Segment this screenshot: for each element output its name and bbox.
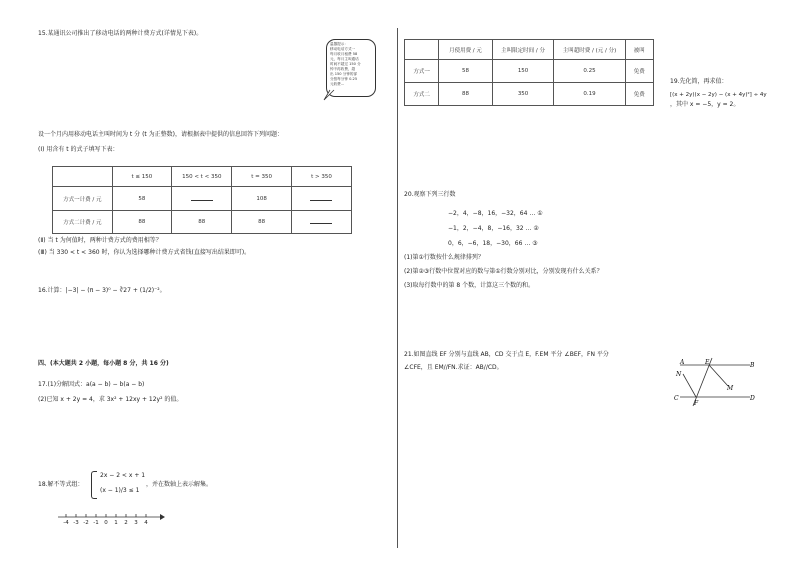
table-cell: 免费 <box>625 83 653 106</box>
pricing-table-header: 主叫限定时间 / 分 <box>492 40 554 60</box>
bubble-line: 时间不超过 150 分 <box>330 62 361 66</box>
bubble-tail <box>322 88 338 102</box>
axis-tick-label: -4 <box>63 520 69 526</box>
label-n: N <box>676 371 682 378</box>
q17-part2: (2)已知 x + 2y = 4，求 3x² + 12xy + 12y² 的值。 <box>38 396 183 403</box>
label-m: M <box>727 385 734 392</box>
table-row <box>53 211 352 234</box>
axis-tick-label: 0 <box>104 520 108 526</box>
label-d: D <box>750 395 755 402</box>
q16-text: 16.计算：|−3| − (π − 3)⁰ − ∛27 + (1/2)⁻²。 <box>38 287 166 294</box>
q20-row-3: 0，6，−6，18，−30，66 … ③ <box>448 240 538 247</box>
fill-table-header <box>53 167 113 187</box>
table-cell: 350 <box>492 83 554 106</box>
label-c: C <box>674 395 679 402</box>
pricing-table-header: 被叫 <box>625 40 653 60</box>
answer-blank[interactable] <box>172 187 232 211</box>
q20-row-2: −1，2，−4，8，−16，32 … ② <box>448 225 539 232</box>
q15-intro: 设一个月内用移动电话主叫时间为 t 分 (t 为正整数)，请根据表中提供的信息回答下列问题： <box>38 131 284 138</box>
fill-table-header: t ≤ 150 <box>112 167 172 187</box>
table-cell: 150 <box>492 60 554 83</box>
q17-part1: 17.(1)分解因式：a(a − b) − b(a − b) <box>38 381 145 388</box>
label-e: E <box>705 359 710 366</box>
row-label: 方式二 <box>405 83 439 106</box>
row-label: 方式一 <box>405 60 439 83</box>
table-row <box>405 83 654 106</box>
answer-blank[interactable] <box>291 187 351 211</box>
axis-tick-label: 4 <box>144 520 148 526</box>
table-row <box>405 60 654 83</box>
number-line-labels <box>56 520 168 529</box>
geometry-figure <box>672 356 764 408</box>
bubble-line: 元，每月主叫通话 <box>330 57 359 61</box>
bubble-line: 移动电话方式一 <box>330 47 356 51</box>
label-a: A <box>680 359 685 366</box>
table-cell: 0.19 <box>554 83 625 106</box>
table-cell: 免费 <box>625 60 653 83</box>
fill-table-header: t = 350 <box>232 167 292 187</box>
bubble-line: 温馨提示： <box>330 42 348 46</box>
column-divider <box>397 28 398 548</box>
fill-table <box>52 166 352 234</box>
axis-tick-label: -2 <box>83 520 89 526</box>
section-title: 四、(本大题共 2 小题，每小题 8 分，共 16 分) <box>38 360 169 367</box>
bubble-line: 钟不再收费，超 <box>330 67 356 71</box>
table-row <box>53 187 352 211</box>
bubble-line: 元收费… <box>330 82 345 86</box>
answer-blank[interactable] <box>291 211 351 234</box>
table-cell: 88 <box>172 211 232 234</box>
table-cell: 88 <box>112 211 172 234</box>
table-cell: 0.25 <box>554 60 625 83</box>
pricing-table-header: 主叫超时费 / (元 / 分) <box>554 40 625 60</box>
table-cell: 108 <box>232 187 292 211</box>
row-label: 方式二计费 / 元 <box>53 211 113 234</box>
bubble-line: 分按每分钟 0.25 <box>330 77 358 81</box>
fill-table-header: 150 < t < 350 <box>172 167 232 187</box>
q15-title: 15.某通讯公司推出了移动电话的两种计费方式(详情见下表)。 <box>38 30 203 37</box>
pricing-table-header <box>405 40 439 60</box>
axis-tick-label: 3 <box>134 520 138 526</box>
q18-inequality-1: 2x − 2 < x + 1 <box>100 472 146 479</box>
table-cell: 88 <box>439 83 493 106</box>
q20-sub-1: (1)第①行数按什么规律排列？ <box>404 254 484 261</box>
q20-sub-2: (2)第②③行数中位置对应的数与第①行数分别对比，分别发现有什么关系？ <box>404 268 603 275</box>
table-cell: 58 <box>112 187 172 211</box>
q21-line-1: 21.如图直线 EF 分别与直线 AB，CD 交于点 E，F.EM 平分 ∠BEF，FN 平分 <box>404 351 609 358</box>
row-label: 方式一计费 / 元 <box>53 187 113 211</box>
q18-inequality-2: (x − 1)/3 ≤ 1 <box>100 487 140 494</box>
fill-table-header: t > 350 <box>291 167 351 187</box>
table-cell: 88 <box>232 211 292 234</box>
q19-title: 19.先化简，再求值： <box>670 78 728 85</box>
q15-part3: (Ⅲ) 当 330 < t < 360 时，你认为选择哪种计费方式省钱(直接写出结果即可)。 <box>38 249 251 256</box>
q20-title: 20.观察下列三行数 <box>404 191 456 198</box>
q18-tail: ，并在数轴上表示解集。 <box>146 481 213 488</box>
q15-part2: (Ⅱ) 当 t 为何值时，两种计费方式的费用相等？ <box>38 237 162 244</box>
q21-line-2: ∠CFE，且 EM//FN.求证：AB//CD。 <box>404 364 503 371</box>
pricing-table <box>404 39 654 106</box>
pricing-table-header: 月使用费 / 元 <box>439 40 493 60</box>
system-brace <box>91 471 97 499</box>
q20-sub-3: (3)取每行数中的第 8 个数，计算这三个数的和。 <box>404 282 535 289</box>
ray-fn <box>683 374 696 397</box>
q15-part1: (Ⅰ) 用含有 t 的式子填写下表： <box>38 146 119 153</box>
label-f: F <box>694 400 699 407</box>
axis-tick-label: 2 <box>124 520 128 526</box>
label-b: B <box>750 362 755 369</box>
axis-tick-label: -1 <box>93 520 99 526</box>
q20-row-1: −2，4，−8，16，−32，64 … ① <box>448 210 543 217</box>
axis-tick-label: 1 <box>114 520 118 526</box>
bubble-line: 每月收月租费 58 <box>330 52 358 56</box>
q19-expression: [(x + 2y)(x − 2y) − (x + 4y)²] ÷ 4y <box>670 92 767 98</box>
table-cell: 58 <box>439 60 493 83</box>
axis-tick-label: -3 <box>73 520 79 526</box>
bubble-line: 出 150 分钟的部 <box>330 72 358 76</box>
q19-condition: ，其中 x = −5，y = 2。 <box>670 101 740 108</box>
q18-label: 18.解不等式组： <box>38 481 84 488</box>
ray-em <box>709 365 728 386</box>
